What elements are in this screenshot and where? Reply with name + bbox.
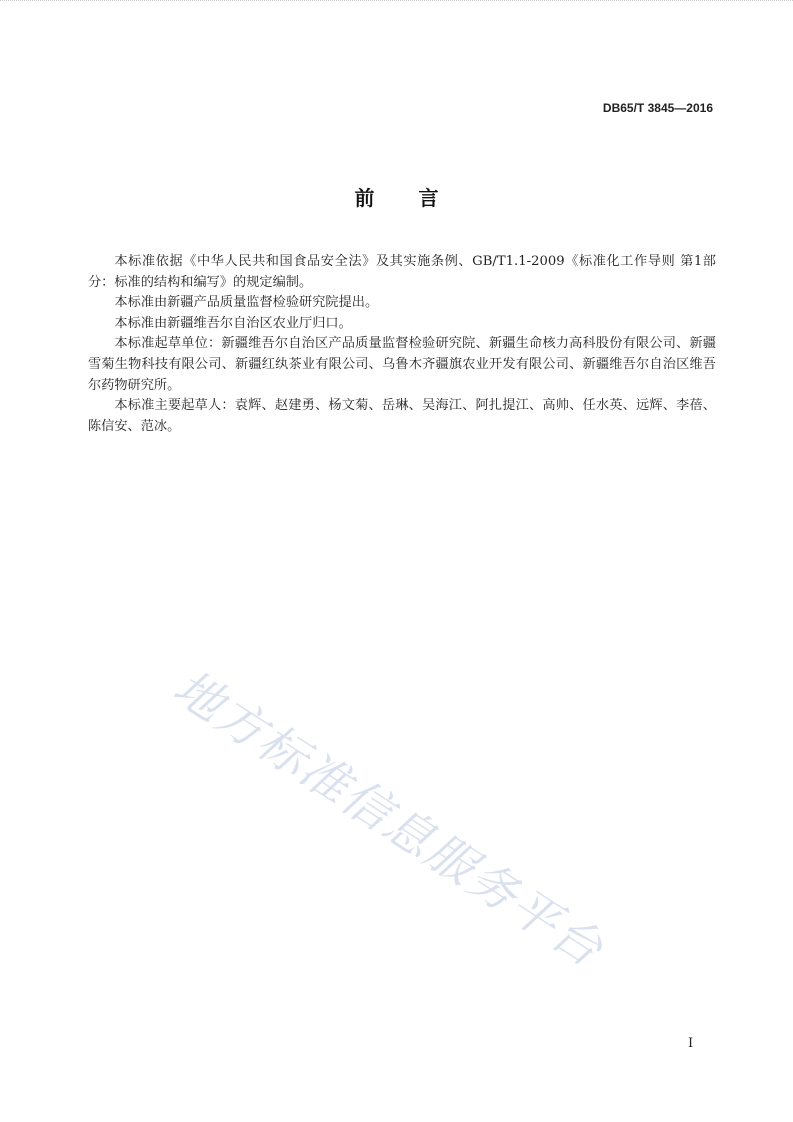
page-number: I [688,1036,694,1051]
page-title: 前言 [354,186,483,210]
paragraph-drafters: 本标准主要起草人：袁辉、赵建勇、杨文菊、岳琳、吴海江、阿扎提江、高帅、任水英、远辉、李蓓、陈信安、范冰。 [88,398,716,434]
paragraph-drafting-units: 本标准起草单位：新疆维吾尔自治区产品质量监督检验研究院、新疆生命核力高科股份有限公司、新疆雪菊生物科技有限公司、新疆红纨茶业有限公司、乌鲁木齐疆旗农业开发有限公司、新疆维吾尔自治区维吾尔药物研究所。 [88,336,716,393]
paragraph-centralized: 本标准由新疆维吾尔自治区农业厅归口。 [114,315,352,331]
foreword-body [88,252,716,437]
paragraph-proposer: 本标准由新疆产品质量监督检验研究院提出。 [114,295,379,311]
watermark-text: 地方标准信息服务平台 [163,659,614,979]
scan-edge-marks [0,0,793,9]
paragraph-basis: 本标准依据《中华人民共和国食品安全法》及其实施条例、GB/T1.1-2009《标准化工作导则 第1部分：标准的结构和编写》的规定编制。 [88,254,716,290]
standard-code: DB65/T 3845—2016 [602,101,713,115]
